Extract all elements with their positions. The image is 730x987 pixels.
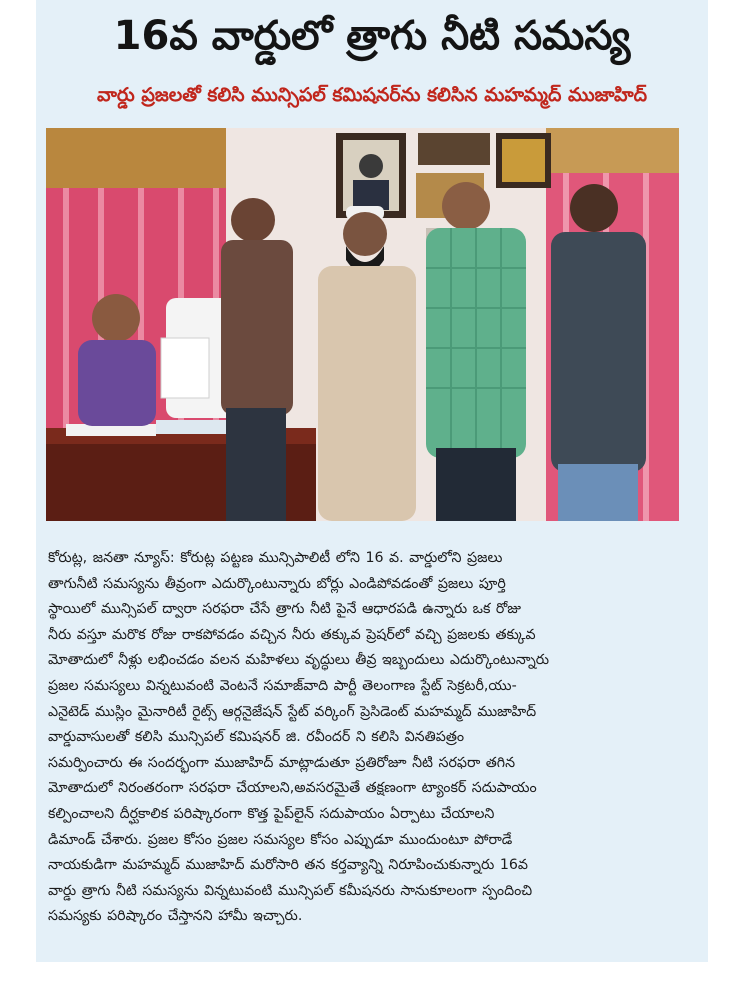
news-photo [46,128,679,521]
body-line: కోరుట్ల, జనతా న్యూస్: కోరుట్ల పట్టణ మున్సిపాలిటీ లోని 16 వ. వార్డులోని ప్రజలు [48,550,503,566]
subheadline: వార్డు ప్రజలతో కలిసి మున్సిపల్ కమిషనర్‌ను కలిసిన మహమ్మద్ ముజాహిద్ [97,84,647,106]
body-line: మోతాదులో నీళ్లు లభించడం వలన మహిళలు వృద్ధులు తీవ్ర ఇబ్బందులు ఎదుర్కొంటున్నారు [48,652,550,669]
body-line: స్థాయిలో మున్సిపల్ ద్వారా సరఫరా చేసే త్రాగు నీటి పైనే ఆధారపడి ఉన్నారు ఒక రోజు [48,601,522,618]
body-line: తాగునీటి సమస్యను తీవ్రంగా ఎదుర్కొంటున్నారు బోర్లు ఎండిపోవడంతో ప్రజలు పూర్తి [48,575,506,592]
body-line: నాయకుడిగా మహమ్మద్ ముజాహిద్ మరోసారి తన కర్తవ్యాన్ని నిరూపించుకున్నారు 16వ [48,857,528,874]
news-clipping [36,0,708,962]
article-body [48,546,682,930]
body-line: డిమాండ్ చేశారు. ప్రజల కోసం ప్రజల సమస్యల కోసం ఎప్పుడూ ముందుంటూ పోరాడే [48,831,513,848]
body-line: కల్పించాలని దీర్ఘకాలిక పరిష్కారంగా కొత్త పైప్‌లైన్ సదుపాయం ఏర్పాటు చేయాలని [48,805,495,822]
headline: 16వ వార్డులో త్రాగు నీటి సమస్య [113,13,631,59]
body-line: నీరు వస్తూ మరొక రోజు రాకపోవడం వచ్చిన నీరు తక్కువ ప్రెషర్‌లో వచ్చి ప్రజలకు తక్కువ [48,626,536,643]
body-line: వార్డు త్రాగు నీటి సమస్యను విన్నటువంటి మున్సిపల్ కమీషనరు సానుకూలంగా స్పందించి [48,882,533,899]
body-line: ప్రజల సమస్యలు విన్నటువంటి వెంటనే సమాజ్‌వాది పార్టీ తెలంగాణ స్టేట్ సెక్రటరీ,యు- [48,677,517,694]
body-line: ఎనైటెడ్ ముస్లిం మైనారిటీ రైట్స్ ఆర్గనైజేషన్ స్టేట్ వర్కింగ్ ప్రెసిడెంట్ మహమ్మద్ ముజాహిద్ [48,703,537,720]
photo-illustration [46,128,679,521]
body-line: సమర్పించారు ఈ సందర్భంగా ముజాహిద్ మాట్లాడుతూ ప్రతిరోజూ నీటి సరఫరా తగిన [48,754,516,771]
body-line: మోతాదులో నిరంతరంగా సరఫరా చేయాలని,అవసరమైతే తక్షణంగా ట్యాంకర్ సదుపాయం [48,780,537,797]
body-line: సమస్యకు పరిష్కారం చేస్తానని హామీ ఇచ్చారు. [48,908,303,925]
body-line: వార్డువాసులతో కలిసి మున్సిపల్ కమిషనర్ జి. రవీందర్ ని కలిసి వినతిపత్రం [48,729,465,746]
